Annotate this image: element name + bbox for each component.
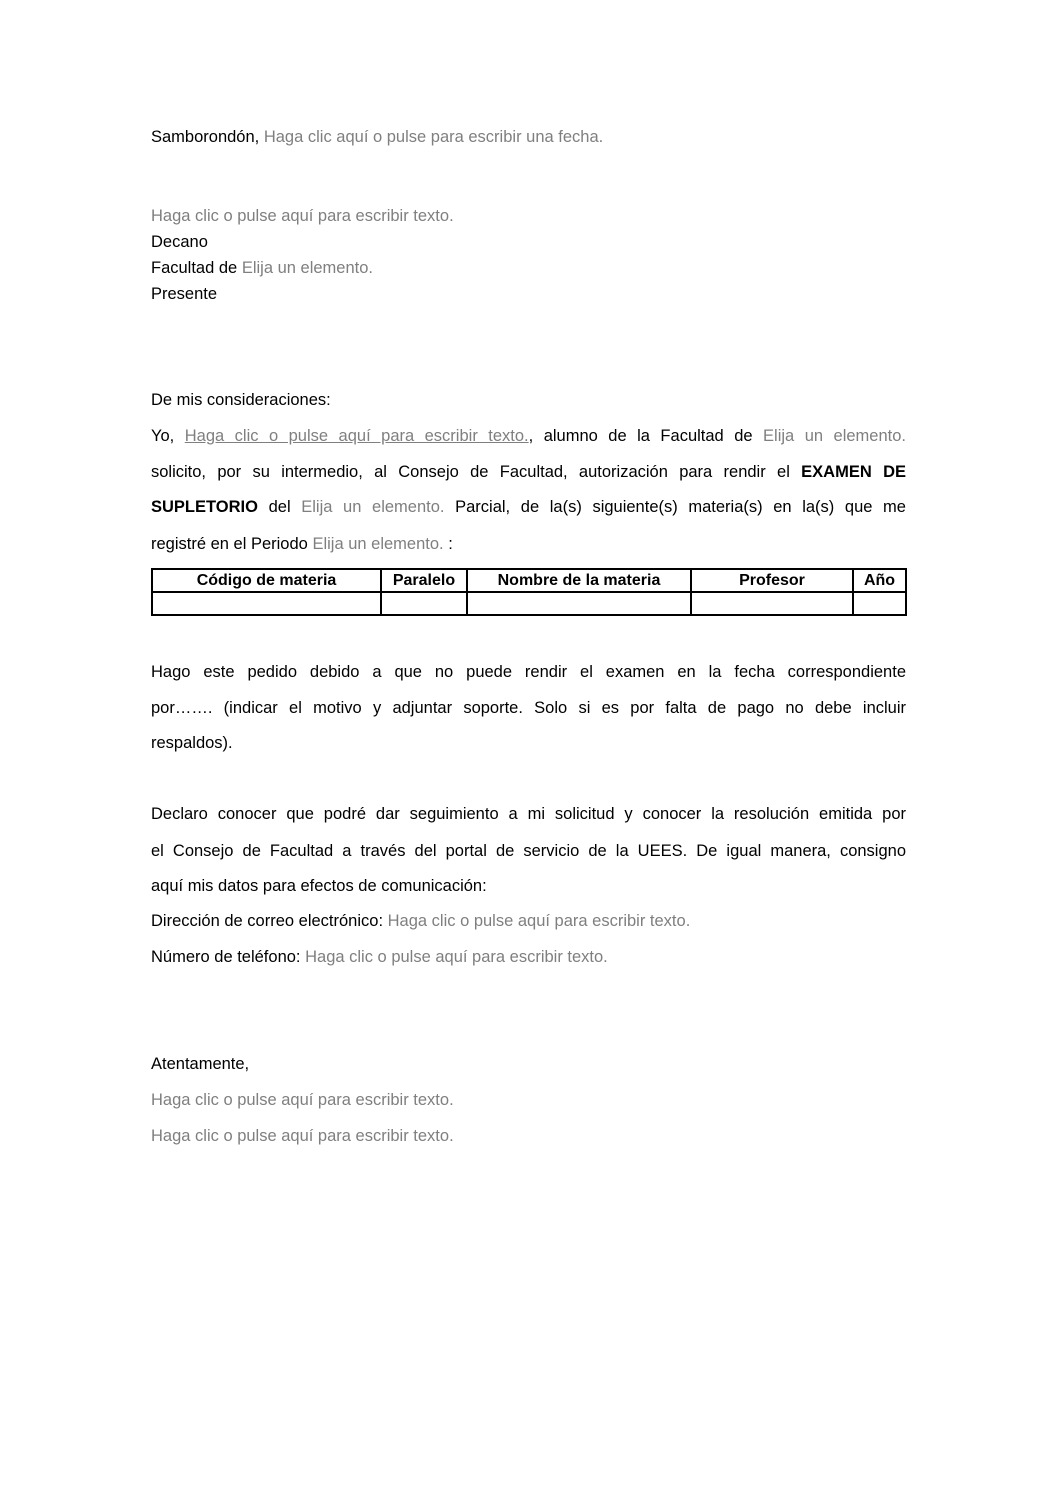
paragraph-2-line-1: Hago este pedido debido a que no puede rendir el examen en la fecha correspondiente bbox=[151, 663, 906, 681]
recipient-name-field[interactable]: Haga clic o pulse aquí para escribir texto. bbox=[151, 207, 454, 225]
signature-field-1[interactable]: Haga clic o pulse aquí para escribir texto. bbox=[151, 1091, 454, 1109]
p1-after-name: , alumno de la Facultad de bbox=[528, 427, 753, 445]
cell-profesor[interactable] bbox=[691, 592, 853, 615]
p1-line4-text: registré en el Periodo bbox=[151, 535, 308, 553]
date-line bbox=[151, 128, 603, 147]
exam-label-2: SUPLETORIO bbox=[151, 498, 258, 516]
student-name-field[interactable]: Haga clic o pulse aquí para escribir texto. bbox=[184, 427, 529, 445]
paragraph-3-line-2: el Consejo de Facultad a través del portal de servicio de la UEES. De igual manera, consigno bbox=[151, 842, 906, 860]
faculty-prefix: Facultad de bbox=[151, 259, 238, 277]
header-nombre: Nombre de la materia bbox=[467, 569, 691, 592]
parcial-dropdown[interactable]: Elija un elemento. bbox=[301, 498, 445, 516]
recipient-faculty-line bbox=[151, 259, 373, 278]
paragraph-1-line-4 bbox=[151, 535, 453, 554]
recipient-name-line bbox=[151, 207, 454, 226]
subjects-table bbox=[151, 568, 907, 616]
phone-field[interactable]: Haga clic o pulse aquí para escribir texto. bbox=[305, 948, 608, 966]
p1-line3-text: Parcial, de la(s) siguiente(s) materia(s) en la(s) que me bbox=[455, 498, 906, 516]
paragraph-2-line-3: respaldos). bbox=[151, 734, 233, 752]
phone-label: Número de teléfono: bbox=[151, 948, 301, 966]
header-paralelo: Paralelo bbox=[381, 569, 467, 592]
exam-label-1: EXAMEN DE bbox=[801, 463, 906, 481]
phone-line bbox=[151, 948, 608, 967]
cell-codigo[interactable] bbox=[152, 592, 381, 615]
header-anio: Año bbox=[853, 569, 906, 592]
p1-line2-text: solicito, por su intermedio, al Consejo de Facultad, autorización para rendir el bbox=[151, 463, 790, 481]
signature-line-2 bbox=[151, 1127, 454, 1146]
cell-anio[interactable] bbox=[853, 592, 906, 615]
recipient-title: Decano bbox=[151, 233, 208, 251]
colon-text: : bbox=[448, 535, 453, 553]
closing-text: Atentamente, bbox=[151, 1055, 250, 1073]
paragraph-2-line-2: por……. (indicar el motivo y adjuntar soporte. Solo si es por falta de pago no debe incluir bbox=[151, 699, 906, 717]
table-header-row bbox=[152, 569, 906, 592]
date-field[interactable]: Haga clic aquí o pulse para escribir una fecha. bbox=[263, 128, 604, 146]
paragraph-1-line-2 bbox=[151, 463, 906, 482]
presente-text: Presente bbox=[151, 285, 218, 303]
cell-paralelo[interactable] bbox=[381, 592, 467, 615]
del-text: del bbox=[268, 498, 291, 516]
paragraph-1-line-3 bbox=[151, 498, 906, 517]
yo-text: Yo, bbox=[151, 427, 175, 445]
header-profesor: Profesor bbox=[691, 569, 853, 592]
paragraph-1-line-1 bbox=[151, 427, 906, 446]
city-text: Samborondón, bbox=[151, 128, 260, 146]
email-field[interactable]: Haga clic o pulse aquí para escribir texto. bbox=[387, 912, 691, 930]
table-row bbox=[152, 592, 906, 615]
student-faculty-dropdown[interactable]: Elija un elemento. bbox=[763, 427, 906, 445]
signature-field-2[interactable]: Haga clic o pulse aquí para escribir texto. bbox=[151, 1127, 454, 1145]
period-dropdown[interactable]: Elija un elemento. bbox=[312, 535, 444, 553]
signature-line-1 bbox=[151, 1091, 454, 1110]
cell-nombre[interactable] bbox=[467, 592, 691, 615]
email-line bbox=[151, 912, 690, 931]
header-codigo: Código de materia bbox=[152, 569, 381, 592]
paragraph-3-line-3: aquí mis datos para efectos de comunicación: bbox=[151, 877, 487, 895]
email-label: Dirección de correo electrónico: bbox=[151, 912, 384, 930]
greeting-text: De mis consideraciones: bbox=[151, 391, 331, 409]
paragraph-3-line-1: Declaro conocer que podré dar seguimiento a mi solicitud y conocer la resolución emitida por bbox=[151, 805, 906, 823]
recipient-faculty-dropdown[interactable]: Elija un elemento. bbox=[241, 259, 373, 277]
